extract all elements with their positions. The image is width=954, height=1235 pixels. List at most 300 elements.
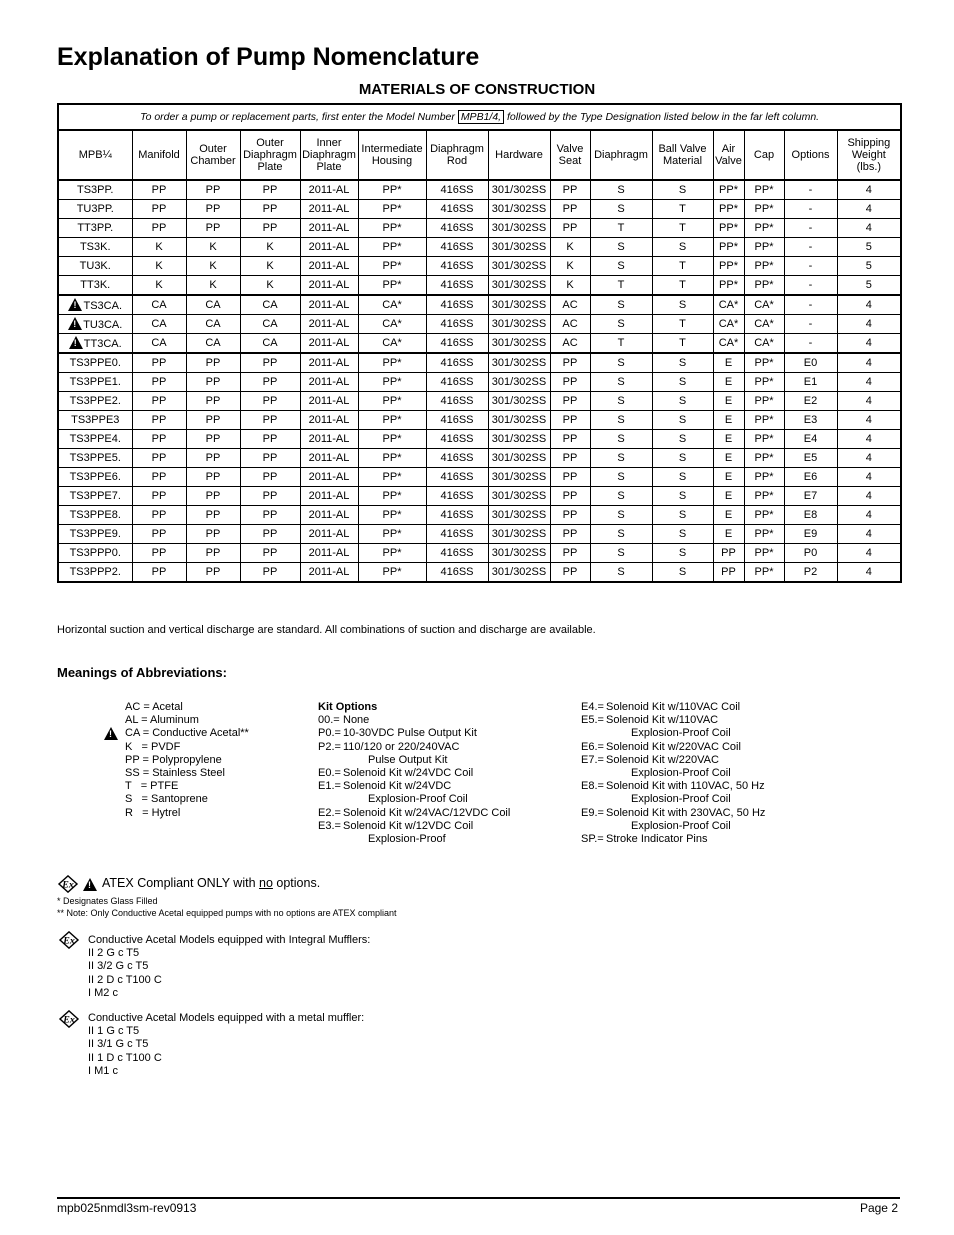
cell-value: AC [562,336,578,349]
cell-value: PP* [754,432,774,445]
table-cell [358,257,426,276]
abbreviation-item [104,780,249,793]
table-cell [426,353,488,373]
cell-value: PP [262,546,278,559]
cell-value: E7 [803,489,818,502]
cell-value: TU3CA. [83,319,123,331]
table-cell [784,200,837,219]
table-header-row [58,130,901,180]
cell-value: CA [151,336,167,349]
cell-value: 2011-AL [308,259,350,272]
table-cell [784,315,837,334]
cell-value: PP* [754,394,774,407]
cell-value: PP* [754,489,774,502]
cell-value: E [724,413,733,426]
cell-value: CA* [382,298,402,311]
cell-value: E9 [803,527,818,540]
cell-value: PP* [382,565,402,578]
table-cell [132,544,186,563]
cell-value: T [679,202,686,215]
warning-icon [69,336,83,349]
type-designation-cell [58,257,132,276]
cell-value: PP [205,356,221,369]
cell-value: CA* [754,336,774,349]
cell-value: 301/302SS [491,259,547,272]
column-header: Ball Valve Material [652,130,713,180]
cell-value: TS3PPE3 [71,413,120,426]
table-cell [240,525,300,544]
integral-muffler-title: Conductive Acetal Models equipped with Integral Mufflers: [88,934,371,946]
ex-atex-icon [57,875,79,893]
table-cell [488,563,550,583]
cell-value: PP* [382,546,402,559]
table-cell [713,315,744,334]
table-cell [784,506,837,525]
cell-value: 416SS [440,394,474,407]
table-cell [132,238,186,257]
table-cell [186,219,240,238]
kit-option-line: None [343,714,370,727]
table-cell [358,276,426,296]
table-cell [300,449,358,468]
cell-value: P0 [803,546,818,559]
table-cell [784,411,837,430]
cell-value: 5 [865,278,872,291]
table-cell [784,257,837,276]
kit-option-line: 10-30VDC Pulse Output Kit [343,727,477,740]
cell-value: PP [562,508,578,521]
cell-value: S [678,451,687,464]
table-cell [590,315,652,334]
kit-option-code: P2.= [318,740,341,753]
table-cell [652,257,713,276]
cell-value: 301/302SS [491,298,547,311]
table-cell [240,238,300,257]
kit-option-line: Solenoid Kit w/110VAC [606,714,719,727]
cell-value: CA [205,298,221,311]
type-designation-cell [58,219,132,238]
cell-value: E [724,508,733,521]
table-cell [652,334,713,354]
cell-value: 2011-AL [308,278,350,291]
table-cell [713,238,744,257]
cell-value: TT3K. [80,278,111,291]
table-cell [744,295,784,315]
cell-value: 4 [865,317,872,330]
cell-value: 301/302SS [491,413,547,426]
cell-value: 2011-AL [308,470,350,483]
kit-option-item [581,741,765,754]
cell-value: PP [151,375,167,388]
cell-value: - [808,317,813,330]
table-cell [784,525,837,544]
table-cell [300,315,358,334]
cell-value: 416SS [440,470,474,483]
cell-value: PP* [754,413,774,426]
table-cell [358,200,426,219]
table-cell [744,180,784,200]
cell-value: 301/302SS [491,565,547,578]
table-cell [488,200,550,219]
cell-value: PP [151,565,167,578]
kit-option-code: E2.= [318,806,341,819]
cell-value: S [617,565,625,578]
table-cell [300,238,358,257]
cell-value: - [808,298,813,311]
table-cell [784,430,837,449]
cell-value: 416SS [440,451,474,464]
cell-value: 4 [865,432,872,445]
table-cell [784,544,837,563]
table-cell [300,411,358,430]
cell-value: 416SS [440,489,474,502]
table-row [58,525,901,544]
table-cell [837,373,901,392]
cell-value: PP [262,432,278,445]
table-cell [132,219,186,238]
table-cell [652,430,713,449]
type-designation-cell [58,334,132,354]
table-cell [590,449,652,468]
cell-value: S [617,356,625,369]
table-cell [300,544,358,563]
cell-value: PP [562,183,578,196]
kit-option-description [606,780,765,806]
cell-value: E2 [803,394,818,407]
cell-value: 2011-AL [308,183,350,196]
cell-value: 4 [865,546,872,559]
table-cell [837,563,901,583]
table-cell [488,219,550,238]
table-cell [590,563,652,583]
cell-value: 416SS [440,375,474,388]
cell-value: 2011-AL [308,546,350,559]
abbreviation-item [104,727,249,740]
cell-value: PP [151,356,167,369]
table-cell [488,257,550,276]
cell-value: PP* [754,565,774,578]
cell-value: P2 [803,565,818,578]
model-number-box: MPB1/4, [458,110,504,124]
abbreviation-item [104,807,249,820]
table-cell [300,295,358,315]
cell-value: K [155,278,163,291]
table-cell [713,276,744,296]
cell-value: PP [205,183,221,196]
abbreviation-item [104,754,249,767]
table-cell [652,180,713,200]
table-cell [837,334,901,354]
table-cell [713,257,744,276]
cell-value: PP [562,356,578,369]
cell-value: PP [205,489,221,502]
type-designation-cell [58,430,132,449]
table-cell [652,449,713,468]
cell-value: CA [151,298,167,311]
cell-value: PP [151,183,167,196]
table-cell [358,525,426,544]
cell-value: PP [205,451,221,464]
table-cell [744,200,784,219]
atex-text: ATEX Compliant ONLY with no options. [102,876,321,891]
table-cell [240,257,300,276]
kit-option-description [343,820,473,846]
kit-option-line: Solenoid Kit w/24VDC [343,780,452,793]
table-cell [590,334,652,354]
type-designation-cell [58,468,132,487]
table-cell [550,276,590,296]
cell-value: PP* [719,259,738,272]
table-cell [713,468,744,487]
table-cell [837,353,901,373]
cell-value: PP [205,432,221,445]
table-cell [837,506,901,525]
table-cell [713,449,744,468]
cell-value: PP [151,432,167,445]
cell-value: PP [262,394,278,407]
metal-muffler-block [88,1012,364,1078]
column-header: Diaphragm Rod [426,130,488,180]
table-cell [426,544,488,563]
type-designation-cell [58,487,132,506]
cell-value: E [724,432,733,445]
cell-value: PP [262,489,278,502]
cell-value: 301/302SS [491,470,547,483]
column-header: Outer Chamber [186,130,240,180]
cell-value: T [679,221,686,234]
cell-value: 301/302SS [491,489,547,502]
table-cell [550,411,590,430]
table-cell [550,563,590,583]
kit-option-description [606,833,708,846]
table-cell [713,334,744,354]
table-cell [186,180,240,200]
section-title: MATERIALS OF CONSTRUCTION [358,81,596,98]
table-cell [358,563,426,583]
cell-value: PP* [382,470,402,483]
table-cell [784,334,837,354]
table-cell [358,468,426,487]
cell-value: 2011-AL [308,489,350,502]
table-cell [186,411,240,430]
cell-value: S [617,240,625,253]
table-cell [488,487,550,506]
cell-value: 2011-AL [308,527,350,540]
cell-value: PP [262,451,278,464]
table-cell [426,373,488,392]
kit-option-code: E8.= [581,780,604,793]
cell-value: 4 [865,394,872,407]
table-cell [713,544,744,563]
metal-muffler-title: Conductive Acetal Models equipped with a metal muffler: [88,1012,365,1024]
kit-option-description [606,701,740,714]
table-cell [358,219,426,238]
kit-option-description [606,807,765,833]
cell-value: S [678,470,687,483]
kit-option-item [318,807,510,820]
column-header: Options [784,130,837,180]
table-cell [550,506,590,525]
cell-value: S [617,546,625,559]
footer-doc-id: mpb025nmdl3sm-rev0913 [57,1201,197,1215]
table-cell [426,200,488,219]
cell-value: CA* [382,317,402,330]
table-row [58,200,901,219]
table-row [58,430,901,449]
table-cell [488,315,550,334]
cell-value: 416SS [440,432,474,445]
type-designation-cell [58,392,132,411]
table-cell [488,392,550,411]
cell-value: S [617,317,625,330]
cell-value: CA [151,317,167,330]
kit-option-item [581,754,765,780]
cell-value: S [617,527,625,540]
table-cell [744,487,784,506]
table-cell [132,315,186,334]
kit-option-description [606,754,731,780]
cell-value: E0 [803,356,818,369]
table-cell [550,257,590,276]
table-cell [488,373,550,392]
table-cell [652,373,713,392]
table-cell [240,411,300,430]
cell-value: K [209,278,217,291]
cell-value: PP* [754,527,774,540]
cell-value: PP* [719,278,738,291]
kit-option-code: E1.= [318,780,341,793]
table-cell [590,544,652,563]
table-cell [358,544,426,563]
cell-value: PP [151,202,167,215]
table-cell [300,392,358,411]
cell-value: PP [151,508,167,521]
table-cell [713,430,744,449]
table-cell [186,449,240,468]
table-cell [186,506,240,525]
cell-value: 2011-AL [308,356,350,369]
cell-value: 4 [865,451,872,464]
table-cell [784,276,837,296]
kit-option-code: E4.= [581,701,604,713]
table-cell [744,334,784,354]
table-cell [550,487,590,506]
cell-value: TU3K. [79,259,111,272]
cell-value: 301/302SS [491,336,547,349]
order-note-before: To order a pump or replacement parts, first enter the Model Number [140,110,455,123]
table-cell [550,525,590,544]
table-cell [426,487,488,506]
cell-value: 301/302SS [491,451,547,464]
table-cell [240,506,300,525]
table-cell [784,392,837,411]
warning-icon [83,878,97,891]
table-cell [744,506,784,525]
cell-value: 4 [865,375,872,388]
table-cell [550,430,590,449]
table-cell [713,219,744,238]
table-cell [132,257,186,276]
cell-value: S [617,298,625,311]
cell-value: PP* [754,508,774,521]
table-cell [784,468,837,487]
cell-value: S [678,394,687,407]
kit-option-line: Solenoid Kit w/24VAC/12VDC Coil [343,806,511,819]
cell-value: S [678,183,687,196]
cell-value: 301/302SS [491,221,547,234]
cell-value: TS3PPE7. [69,489,121,502]
table-cell [744,219,784,238]
cell-value: PP* [382,375,402,388]
column-header: Manifold [132,130,186,180]
table-row [58,238,901,257]
table-cell [550,315,590,334]
kit-option-item [318,820,510,846]
cell-value: 301/302SS [491,527,547,540]
table-cell [550,468,590,487]
cell-value: PP [262,470,278,483]
cell-value: PP [562,451,578,464]
table-cell [590,276,652,296]
table-cell [590,238,652,257]
table-cell [488,180,550,200]
cell-value: K [155,259,163,272]
cell-value: PP [562,565,578,578]
cell-value: K [266,278,274,291]
cell-value: S [678,432,687,445]
cell-value: - [808,259,813,272]
cell-value: 2011-AL [308,432,350,445]
table-cell [837,392,901,411]
order-note-after: followed by the Type Designation listed below in the far left column. [507,110,820,123]
table-cell [300,373,358,392]
table-row [58,468,901,487]
cell-value: PP [151,413,167,426]
cell-value: 5 [865,259,872,272]
table-cell [426,449,488,468]
table-cell [837,430,901,449]
table-cell [713,411,744,430]
cell-value: - [808,183,813,196]
cell-value: 4 [865,508,872,521]
cell-value: PP* [754,240,774,253]
cell-value: S [617,451,625,464]
table-cell [550,200,590,219]
type-designation-cell [58,449,132,468]
cell-value: S [678,298,687,311]
table-cell [744,430,784,449]
table-row [58,315,901,334]
table-cell [590,411,652,430]
cell-value: S [617,489,625,502]
column-header: Intermediate Housing [358,130,426,180]
footer-divider [57,1197,900,1199]
table-cell [240,392,300,411]
table-row [58,411,901,430]
cell-value: TU3PP. [76,202,114,215]
table-cell [837,276,901,296]
kit-option-item [581,833,765,846]
table-row [58,449,901,468]
cell-value: PP* [754,259,774,272]
cell-value: PP [151,451,167,464]
abbreviation-item [104,701,249,714]
cell-value: PP* [382,489,402,502]
table-row [58,353,901,373]
column-header: Air Valve [713,130,744,180]
warning-icon [68,298,82,311]
table-cell [300,506,358,525]
